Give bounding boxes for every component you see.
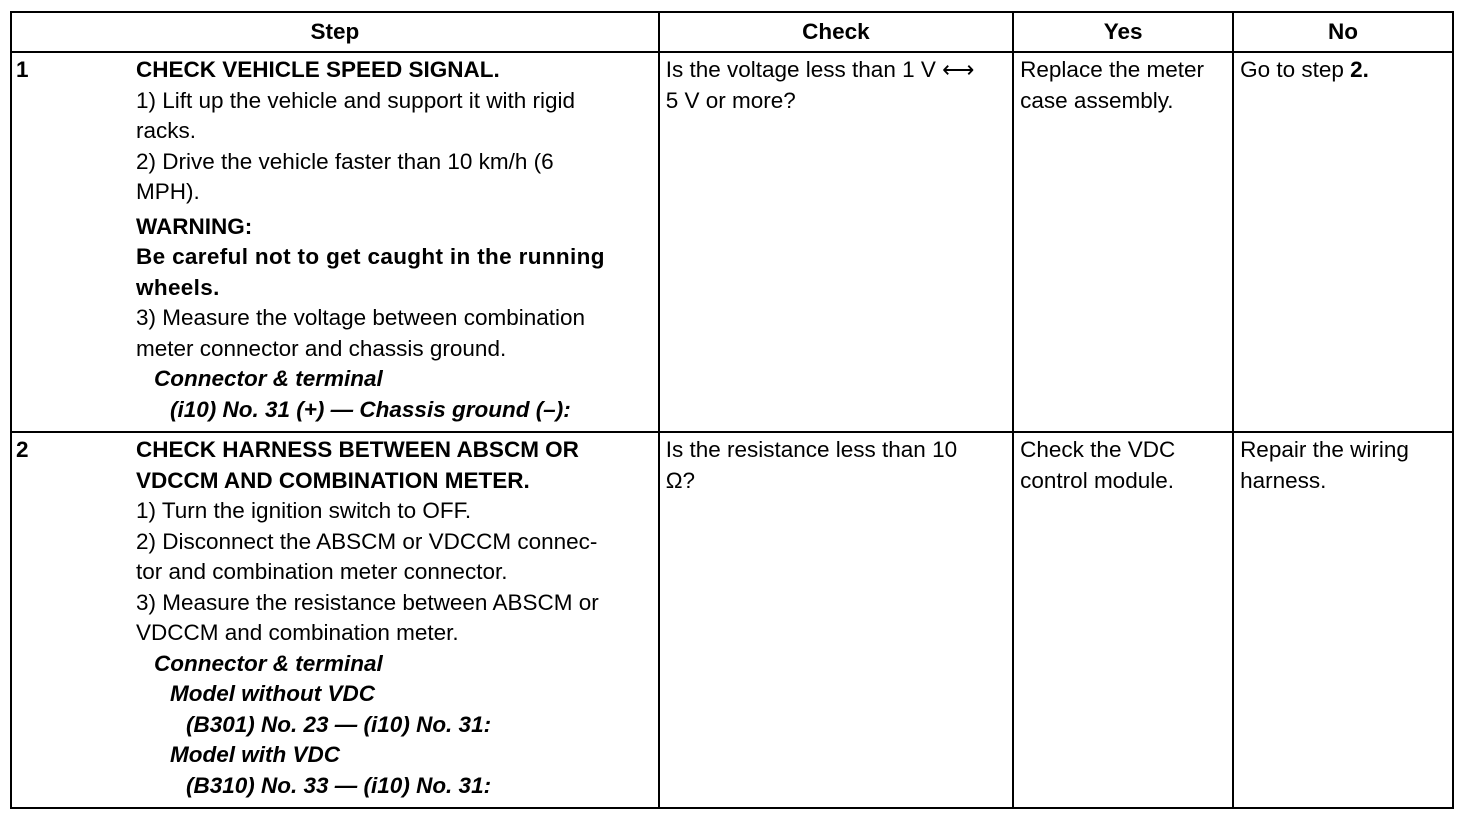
check-cell: [659, 52, 1013, 432]
connector-heading: Connector & terminal: [154, 366, 383, 391]
yes-text: case assembly.: [1020, 87, 1174, 113]
header-check: Check: [659, 12, 1013, 52]
header-step: Step: [11, 12, 659, 52]
connector-terminal: (i10) No. 31 (+) — Chassis ground (–):: [170, 396, 571, 422]
diagnostic-table: [10, 11, 1454, 809]
table-row: [11, 52, 1453, 432]
no-text: harness.: [1240, 467, 1327, 493]
check-text: Is the resistance less than 10: [665, 437, 958, 462]
connector-heading: Connector & terminal: [154, 650, 383, 676]
no-cell: [1233, 432, 1453, 808]
table-header-row: [11, 12, 1453, 52]
instruction-line: 3) Measure the resistance between ABSCM or: [136, 589, 599, 615]
step-cell: [11, 432, 659, 808]
instruction-line: tor and combination meter connector.: [136, 559, 508, 584]
yes-text: Check the VDC: [1020, 437, 1176, 462]
step-number: 2: [16, 437, 29, 462]
instruction-line: MPH).: [136, 179, 200, 204]
warning-text: Be careful not to get caught in the running: [136, 244, 605, 269]
instruction-line: VDCCM and combination meter.: [136, 620, 459, 645]
check-text: Is the voltage less than 1 V ⟷: [665, 57, 975, 82]
yes-cell: [1013, 432, 1233, 808]
check-cell: [659, 432, 1013, 808]
instruction-line: meter connector and chassis ground.: [136, 335, 507, 361]
connector-terminal: (B301) No. 23 — (i10) No. 31:: [186, 711, 492, 737]
instruction-line: racks.: [136, 118, 197, 143]
instruction-line: 3) Measure the voltage between combination: [136, 305, 586, 330]
check-text: 5 V or more?: [665, 87, 796, 113]
no-step-ref: 2.: [1350, 57, 1369, 82]
step-title: CHECK VEHICLE SPEED SIGNAL.: [136, 57, 500, 82]
yes-text: control module.: [1020, 467, 1174, 493]
step-body: [136, 53, 658, 431]
no-cell: [1233, 52, 1453, 432]
model-without-vdc: Model without VDC: [170, 681, 375, 706]
no-text: Repair the wiring: [1240, 437, 1409, 462]
instruction-line: 1) Lift up the vehicle and support it with rigid: [136, 87, 575, 113]
warning-text: wheels.: [136, 274, 220, 300]
model-with-vdc: Model with VDC: [170, 742, 340, 767]
connector-terminal: (B310) No. 33 — (i10) No. 31:: [186, 772, 492, 798]
yes-text: Replace the meter: [1020, 57, 1205, 82]
step-body: [136, 433, 658, 807]
header-yes: Yes: [1013, 12, 1233, 52]
check-text: Ω?: [665, 467, 696, 493]
table-row: [11, 432, 1453, 808]
yes-cell: [1013, 52, 1233, 432]
step-title: CHECK HARNESS BETWEEN ABSCM OR: [136, 437, 579, 462]
instruction-line: 2) Drive the vehicle faster than 10 km/h (6: [136, 148, 554, 174]
step-cell: [11, 52, 659, 432]
step-number: 1: [16, 57, 29, 82]
step-title: VDCCM AND COMBINATION METER.: [136, 467, 530, 493]
instruction-line: 1) Turn the ignition switch to OFF.: [136, 498, 472, 523]
header-no: No: [1233, 12, 1453, 52]
warning-heading: WARNING:: [136, 213, 253, 239]
no-text: Go to step: [1240, 57, 1351, 82]
instruction-line: 2) Disconnect the ABSCM or VDCCM connec-: [136, 528, 598, 554]
